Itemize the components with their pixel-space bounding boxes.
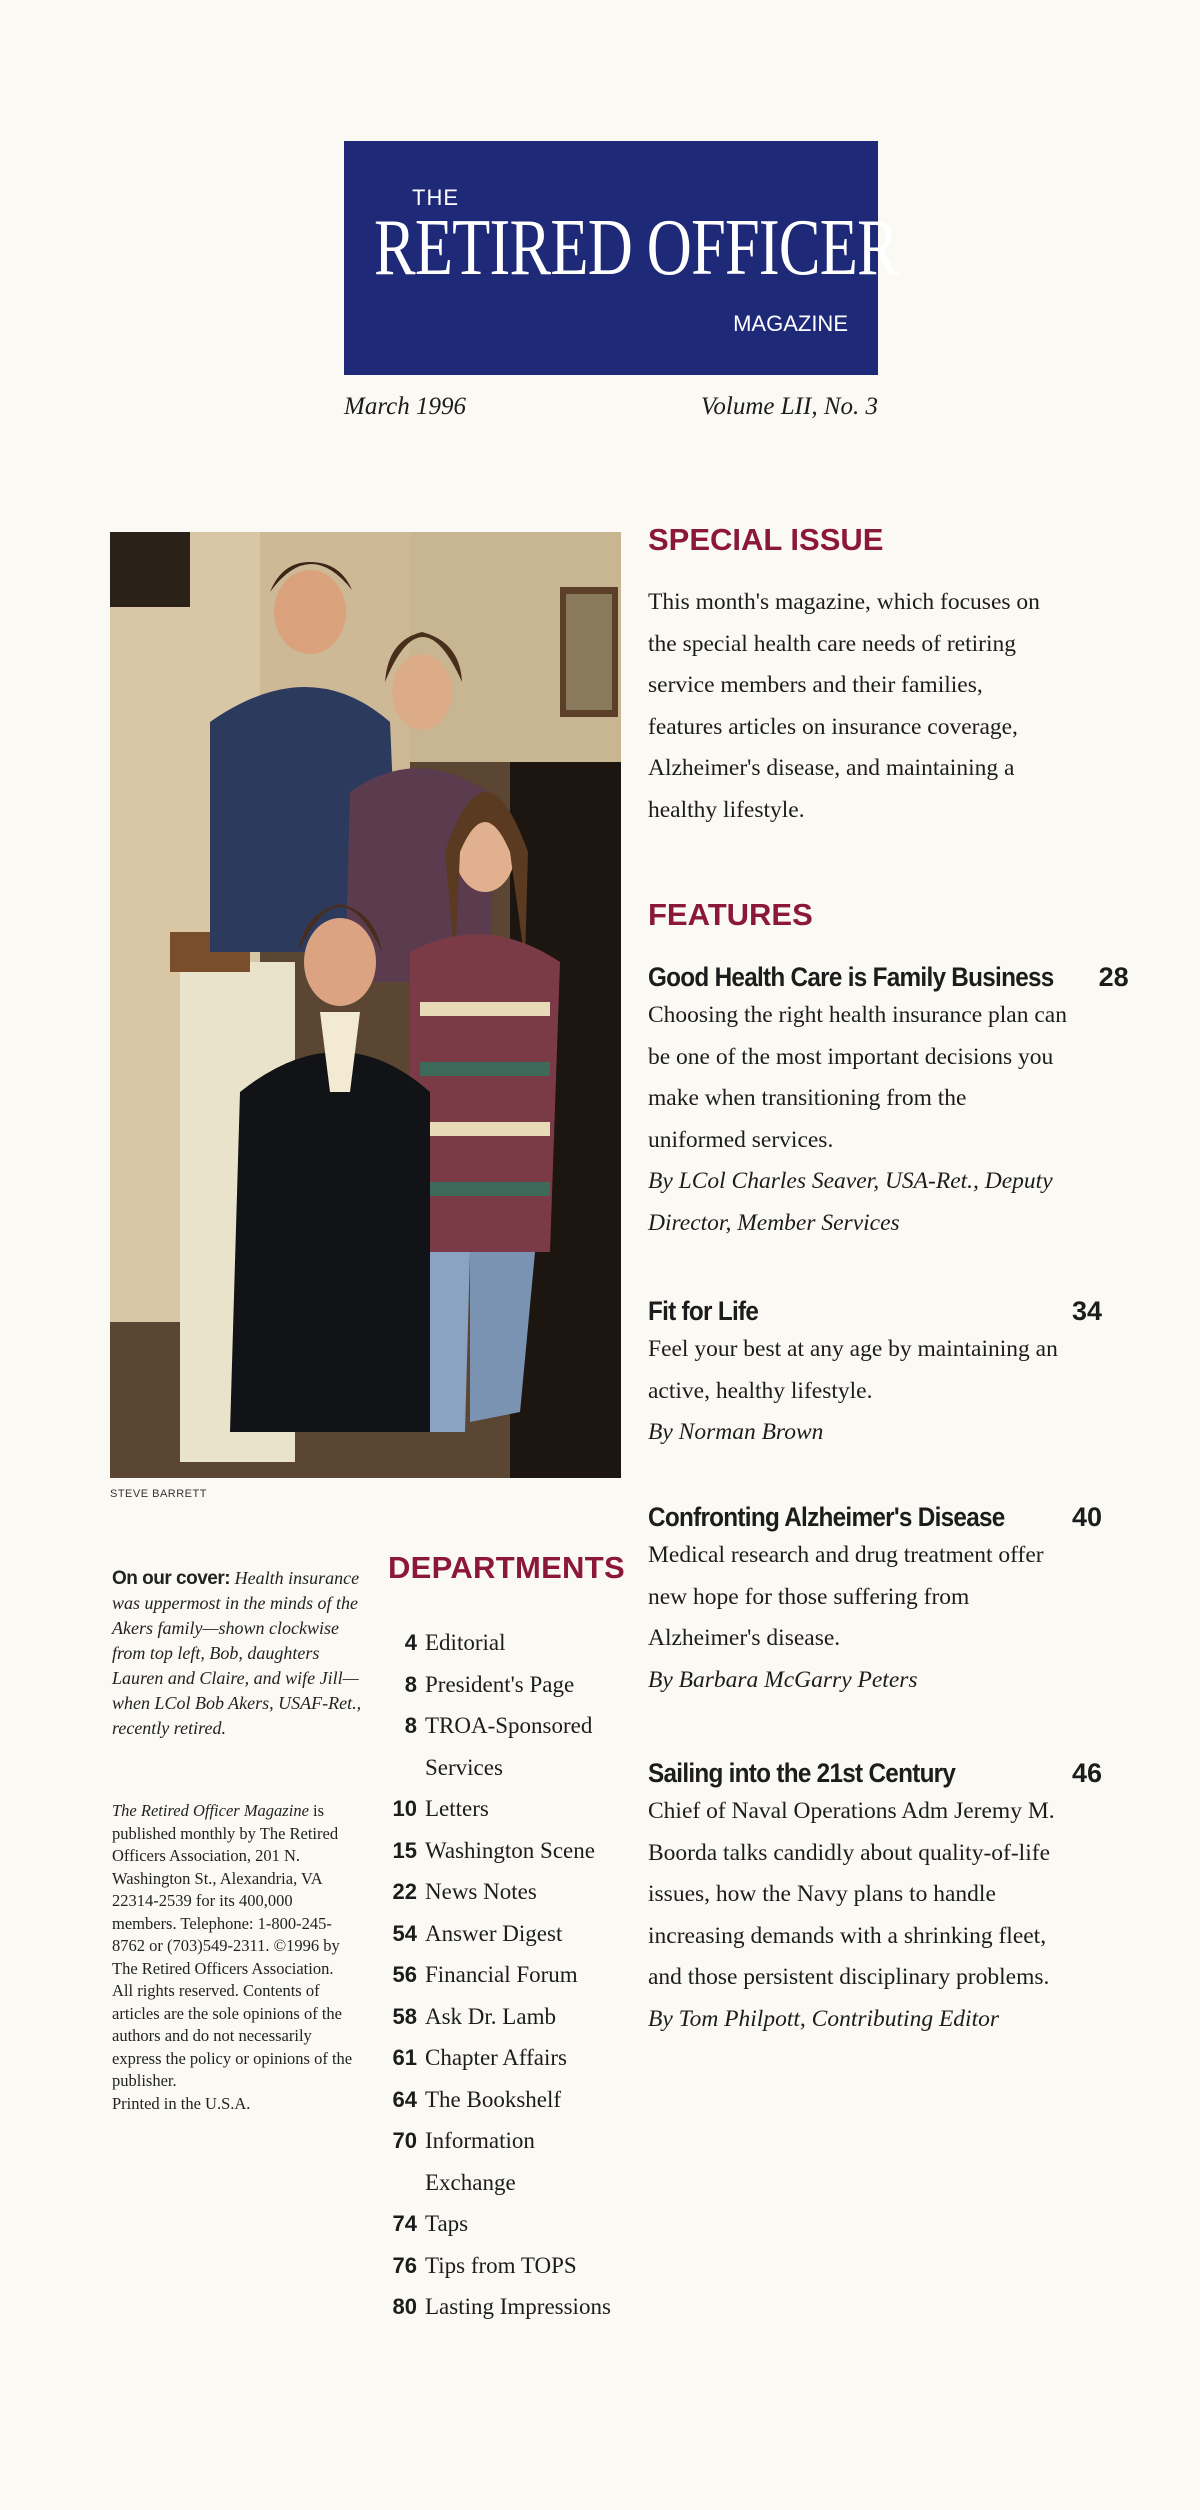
department-name: Services (425, 1754, 503, 1780)
department-page-number (385, 2162, 425, 2204)
department-name: Financial Forum (425, 1962, 578, 1987)
masthead-magazine: MAGAZINE (733, 311, 848, 336)
feature-head (648, 1758, 1108, 1789)
cover-photo (110, 532, 621, 1478)
department-page-number: 15 (392, 1837, 417, 1863)
feature-article[interactable] (648, 1758, 1108, 2040)
feature-description: Medical research and drug treatment offer new hope for those suffering from Alzheimer's disease. (648, 1542, 1044, 1651)
feature-byline: By Norman Brown (648, 1419, 824, 1445)
department-item[interactable] (385, 1664, 645, 1706)
feature-page-number: 34 (1071, 1296, 1102, 1326)
department-page-number: 76 (392, 2252, 417, 2278)
department-page-number: 70 (392, 2128, 417, 2153)
cover-caption-lead: On our cover: (112, 1568, 231, 1589)
department-page-number: 8 (404, 1713, 417, 1738)
department-name: Editorial (425, 1630, 506, 1655)
family-photo-illustration (110, 532, 621, 1478)
department-page-number: 8 (404, 1671, 417, 1697)
department-item[interactable] (385, 1996, 645, 2038)
cover-caption-text: Health insurance was uppermost in the minds of the Akers family—shown clockwise from top left, Bob, daughters Lauren and Claire, and wife Jill—when LCol Bob Akers, USAF-Ret., recently retired. (112, 1568, 362, 1738)
department-name: Information (425, 2128, 535, 2153)
printed-in: Printed in the U.S.A. (112, 2093, 251, 2113)
feature-page-number: 46 (1071, 1758, 1102, 1788)
department-page-number: 10 (392, 1796, 417, 1821)
masthead-title: RETIRED OFFICER (374, 204, 898, 292)
feature-page-number: 28 (1098, 962, 1129, 992)
department-page-number: 64 (392, 2086, 417, 2112)
department-item[interactable] (385, 2162, 645, 2204)
issue-date: March 1996 (344, 393, 466, 420)
feature-description: Choosing the right health insurance plan can be one of the most important decisions you make when transitioning from the uniformed services. (648, 1002, 1067, 1153)
department-name: Answer Digest (425, 1920, 563, 1946)
feature-byline: By LCol Charles Seaver, USA-Ret., Deputy Director, Member Services (648, 1168, 1053, 1236)
department-page-number (385, 1747, 425, 1789)
department-item[interactable] (385, 1830, 645, 1872)
department-page-number: 22 (392, 1879, 417, 1904)
issue-volume: Volume LII, No. 3 (700, 393, 878, 420)
department-item[interactable] (385, 1622, 645, 1664)
departments-heading: DEPARTMENTS (388, 1550, 625, 1585)
department-page-number: 4 (404, 1630, 417, 1655)
feature-title[interactable]: Confronting Alzheimer's Disease (648, 1502, 1005, 1532)
department-item[interactable] (385, 1871, 645, 1913)
department-item[interactable] (385, 1788, 645, 1830)
department-item[interactable] (385, 2079, 645, 2121)
feature-title[interactable]: Good Health Care is Family Business (648, 962, 1054, 992)
feature-byline: By Barbara McGarry Peters (648, 1666, 918, 1693)
department-name: Washington Scene (425, 1837, 595, 1863)
department-name: Exchange (425, 2169, 516, 2195)
department-name: Ask Dr. Lamb (425, 2003, 556, 2029)
feature-head (648, 962, 1129, 993)
department-name: Lasting Impressions (425, 2294, 611, 2319)
department-name: President's Page (425, 1671, 575, 1697)
department-page-number: 58 (392, 2003, 417, 2029)
department-page-number: 80 (392, 2294, 417, 2319)
department-item[interactable] (385, 2245, 645, 2287)
department-item[interactable] (385, 1747, 645, 1789)
photo-credit: STEVE BARRETT (110, 1488, 207, 1500)
department-item[interactable] (385, 1705, 645, 1747)
masthead-the: THE (412, 185, 459, 210)
department-name: Letters (425, 1796, 489, 1821)
department-page-number: 74 (392, 2211, 417, 2236)
publication-title: The Retired Officer Magazine (112, 1801, 309, 1820)
feature-article[interactable] (648, 1296, 1108, 1454)
masthead-logo (344, 141, 898, 375)
department-page-number: 61 (392, 2045, 417, 2070)
feature-description: Feel your best at any age by maintaining an active, healthy lifestyle. (648, 1336, 1058, 1404)
department-item[interactable] (385, 1913, 645, 1955)
departments-list (385, 1622, 645, 2328)
department-item[interactable] (385, 2120, 645, 2162)
department-name: The Bookshelf (425, 2086, 562, 2112)
features-heading: FEATURES (648, 897, 813, 932)
feature-article[interactable] (648, 1502, 1108, 1701)
feature-byline: By Tom Philpott, Contributing Editor (648, 2005, 1000, 2032)
feature-title[interactable]: Sailing into the 21st Century (648, 1758, 956, 1788)
publication-text: is published monthly by The Retired Officers Association, 201 N. Washington St., Alexandria, VA 22314-2539 for its 400,000 members. Telephone: 1-800-245-8762 or (703)549-2311. ©1996 by The Retired Officers Association. All rights reserved. Contents of articles are the sole opinions of the authors and do not necessarily express the policy or opinions of the publisher. (112, 1801, 353, 2090)
department-item[interactable] (385, 1954, 645, 1996)
department-item[interactable] (385, 2286, 645, 2328)
cover-caption (112, 1566, 362, 1741)
feature-description: Chief of Naval Operations Adm Jeremy M. Boorda talks candidly about quality-of-life issues, how the Navy plans to handle increasing demands with a shrinking fleet, and those persistent disciplinary problems. (648, 1798, 1055, 1990)
feature-head (648, 1502, 1108, 1533)
department-item[interactable] (385, 2203, 645, 2245)
feature-title[interactable]: Fit for Life (648, 1296, 759, 1326)
feature-page-number: 40 (1071, 1502, 1102, 1532)
department-name: Taps (425, 2211, 469, 2236)
department-page-number: 56 (392, 1962, 417, 1987)
department-name: Chapter Affairs (425, 2045, 568, 2070)
department-name: News Notes (425, 1879, 537, 1904)
department-name: TROA-Sponsored (425, 1713, 593, 1738)
feature-article[interactable] (648, 962, 1129, 1244)
feature-head (648, 1296, 1108, 1327)
special-issue-text: This month's magazine, which focuses on the special health care needs of retiring service members and their families, features articles on insurance coverage, Alzheimer's disease, and maintaining a healthy lifestyle. (648, 589, 1040, 823)
publication-info (112, 1800, 357, 2115)
department-name: Tips from TOPS (425, 2252, 577, 2278)
department-page-number: 54 (392, 1920, 417, 1946)
special-issue-heading: SPECIAL ISSUE (648, 522, 884, 557)
department-item[interactable] (385, 2037, 645, 2079)
